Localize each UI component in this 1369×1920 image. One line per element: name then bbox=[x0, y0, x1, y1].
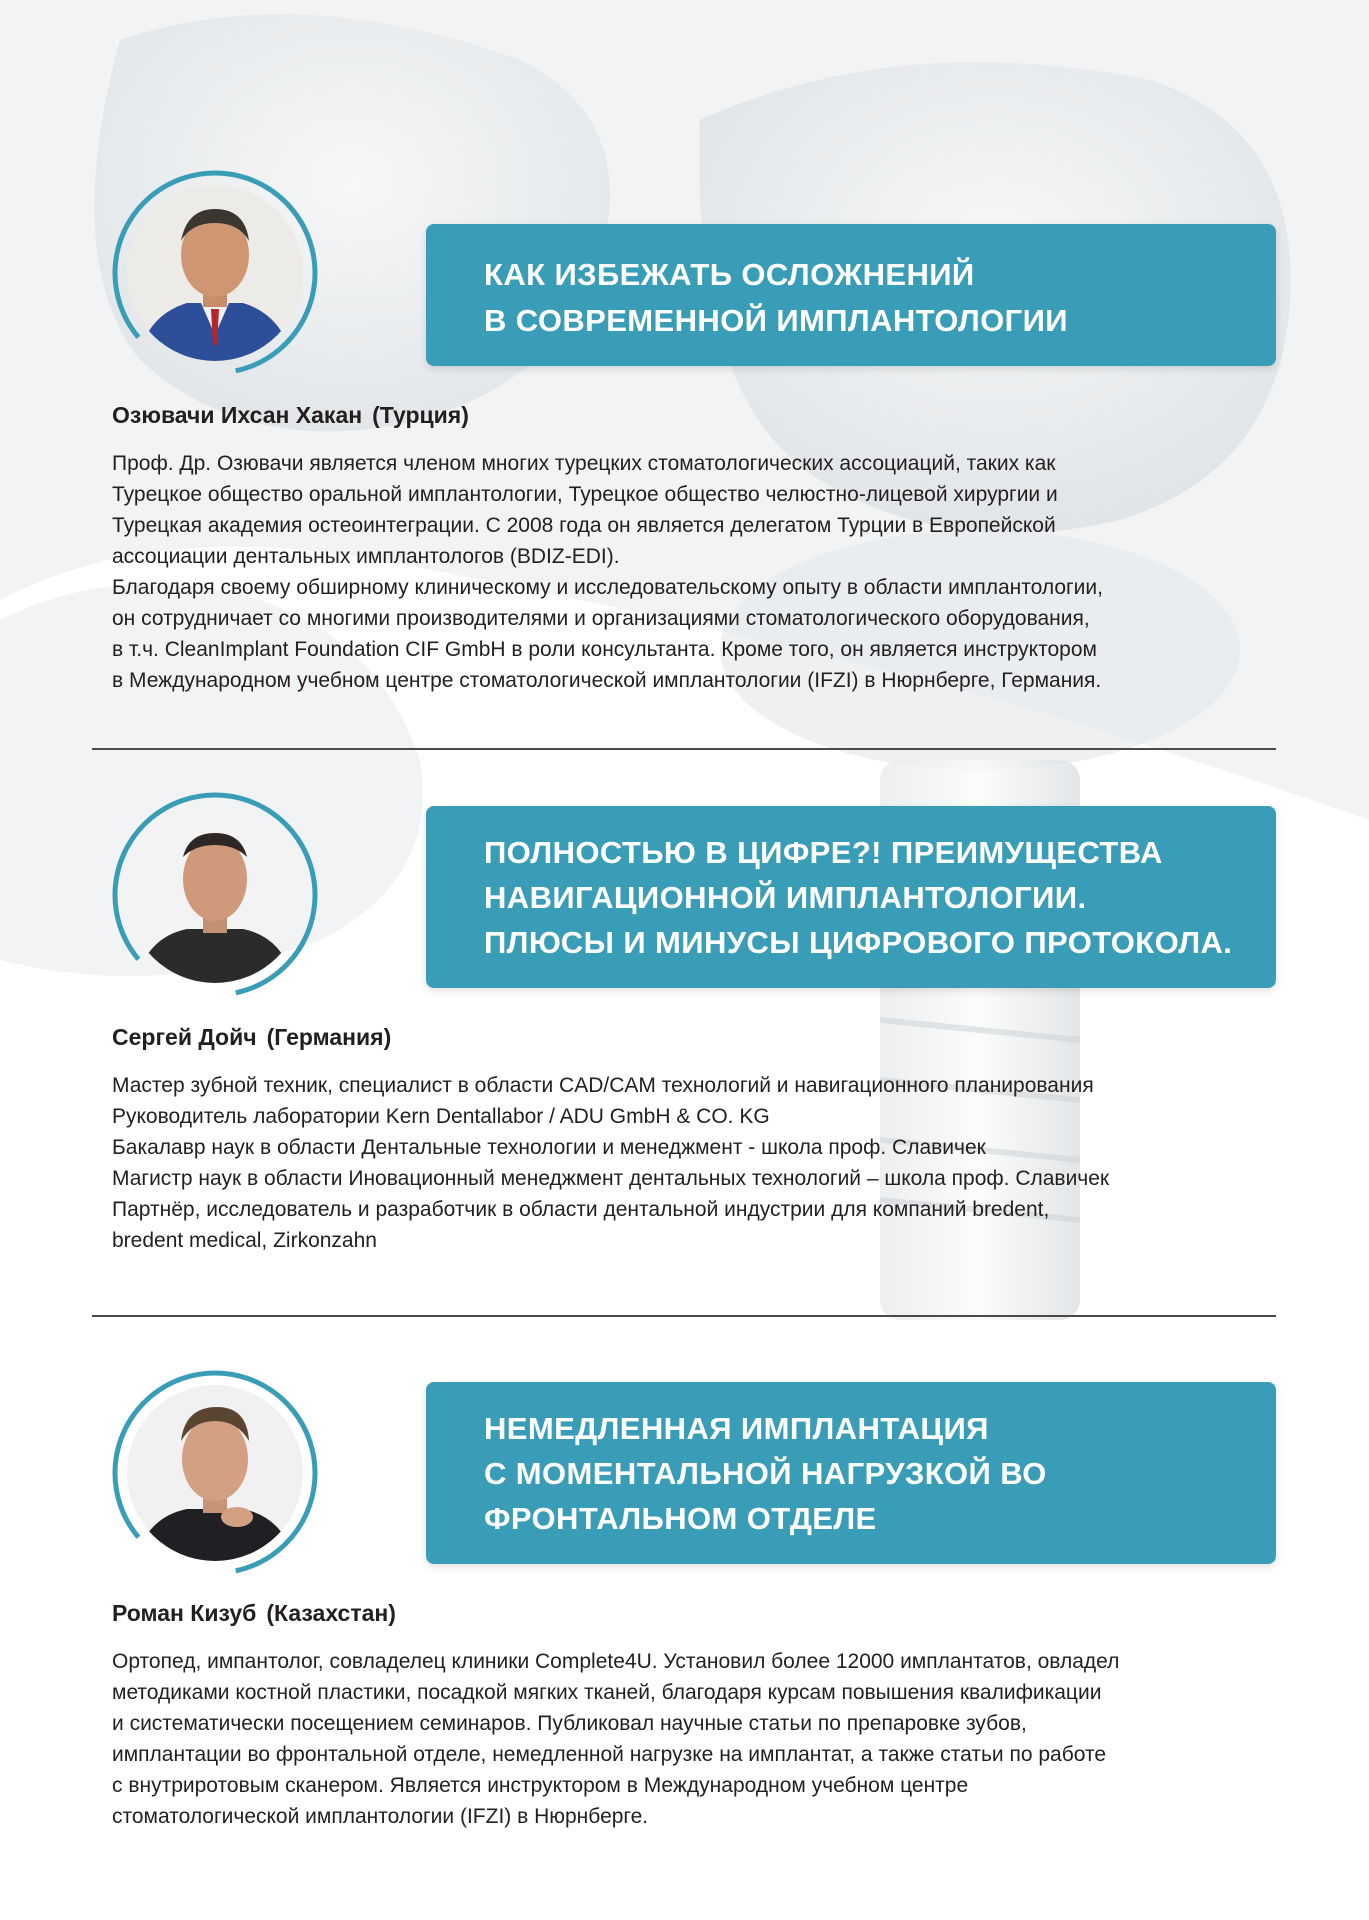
bio-line: Бакалавр наук в области Дентальные технологии и менеджмент - школа проф. Славичек bbox=[112, 1136, 986, 1159]
talk-title-line: НАВИГАЦИОННОЙ ИМПЛАНТОЛОГИИ. bbox=[484, 880, 1087, 915]
talk-title-banner-1 bbox=[426, 224, 1276, 366]
talk-title-line: В СОВРЕМЕННОЙ ИМПЛАНТОЛОГИИ bbox=[484, 303, 1068, 338]
talk-title-banner-3 bbox=[426, 1382, 1276, 1564]
bio-line: Турецкая академия остеоинтеграции. С 2008 года он является делегатом Турции в Европейской bbox=[112, 514, 1056, 537]
bio-line: Благодаря своему обширному клиническому и исследовательскому опыту в области имплантологии, bbox=[112, 576, 1103, 599]
talk-title-line: С МОМЕНТАЛЬНОЙ НАГРУЗКОЙ ВО bbox=[484, 1456, 1047, 1491]
bio-line: Турецкое общество оральной имплантологии, Турецкое общество челюстно-лицевой хирургии и bbox=[112, 483, 1058, 506]
speaker-name: Роман Кизуб bbox=[112, 1600, 257, 1626]
bio-line: стоматологической имплантологии (IFZI) в Нюрнберге. bbox=[112, 1805, 649, 1828]
talk-title-banner-2 bbox=[426, 806, 1276, 988]
bio-line: он сотрудничает со многими производителями и организациями стоматологического оборудования, bbox=[112, 607, 1090, 630]
bio-line: Партнёр, исследователь и разработчик в области дентальной индустрии для компаний bredent, bbox=[112, 1198, 1050, 1221]
avatar bbox=[127, 1385, 303, 1561]
bio-line: с внутриротовым сканером. Является инструктором в Международном учебном центре bbox=[112, 1774, 969, 1797]
avatar bbox=[127, 185, 303, 361]
bio-line: Руководитель лаборатории Kern Dentallabor / ADU GmbH & CO. KG bbox=[112, 1105, 770, 1128]
speaker-photo-2 bbox=[110, 790, 320, 1000]
talk-title-line: ПЛЮСЫ И МИНУСЫ ЦИФРОВОГО ПРОТОКОЛА. bbox=[484, 925, 1233, 960]
talk-title-line: ФРОНТАЛЬНОМ ОТДЕЛЕ bbox=[484, 1501, 877, 1536]
section-divider bbox=[92, 1315, 1276, 1317]
talk-title-line: ПОЛНОСТЬЮ В ЦИФРЕ?! ПРЕИМУЩЕСТВА bbox=[484, 835, 1163, 870]
speaker-country: (Германия) bbox=[266, 1024, 392, 1050]
bio-line: Мастер зубной техник, специалист в области CAD/CAM технологий и навигационного планирования bbox=[112, 1074, 1094, 1097]
speaker-name-1 bbox=[112, 402, 469, 429]
bio-line: Ортопед, импантолог, совладелец клиники Complete4U. Установил более 12000 имплантатов, овладел bbox=[112, 1650, 1120, 1673]
speaker-name: Озювачи Ихсан Хакан bbox=[112, 402, 363, 428]
speaker-name: Сергей Дойч bbox=[112, 1024, 257, 1050]
section-divider bbox=[92, 748, 1276, 750]
bio-line: Магистр наук в области Иновационный менеджмент дентальных технологий – школа проф. Славичек bbox=[112, 1167, 1110, 1190]
bio-line: методиками костной пластики, посадкой мягких тканей, благодаря курсам повышения квалификации bbox=[112, 1681, 1102, 1704]
speaker-name-3 bbox=[112, 1600, 396, 1627]
bio-line: bredent medical, Zirkonzahn bbox=[112, 1229, 377, 1252]
speaker-country: (Турция) bbox=[372, 402, 469, 428]
avatar bbox=[127, 807, 303, 983]
talk-title-line: КАК ИЗБЕЖАТЬ ОСЛОЖНЕНИЙ bbox=[484, 257, 975, 292]
speaker-photo-1 bbox=[110, 168, 320, 378]
bio-line: в Международном учебном центре стоматологической имплантологии (IFZI) в Нюрнберге, Германия. bbox=[112, 669, 1102, 692]
speaker-country: (Казахстан) bbox=[266, 1600, 396, 1626]
bio-line: в т.ч. CleanImplant Foundation CIF GmbH в роли консультанта. Кроме того, он является инструктором bbox=[112, 638, 1097, 661]
bio-line: Проф. Др. Озювачи является членом многих турецких стоматологических ассоциаций, таких как bbox=[112, 452, 1056, 475]
speaker-photo-3 bbox=[110, 1368, 320, 1578]
bio-line: ассоциации дентальных имплантологов (BDIZ-EDI). bbox=[112, 545, 620, 568]
talk-title-line: НЕМЕДЛЕННАЯ ИМПЛАНТАЦИЯ bbox=[484, 1411, 989, 1446]
bio-line: имплантации во фронтальной отделе, немедленной нагрузке на имплантат, а также статьи по работе bbox=[112, 1743, 1107, 1766]
bio-line: и систематически посещением семинаров. Публиковал научные статьи по препаровке зубов, bbox=[112, 1712, 1027, 1735]
speaker-name-2 bbox=[112, 1024, 391, 1051]
